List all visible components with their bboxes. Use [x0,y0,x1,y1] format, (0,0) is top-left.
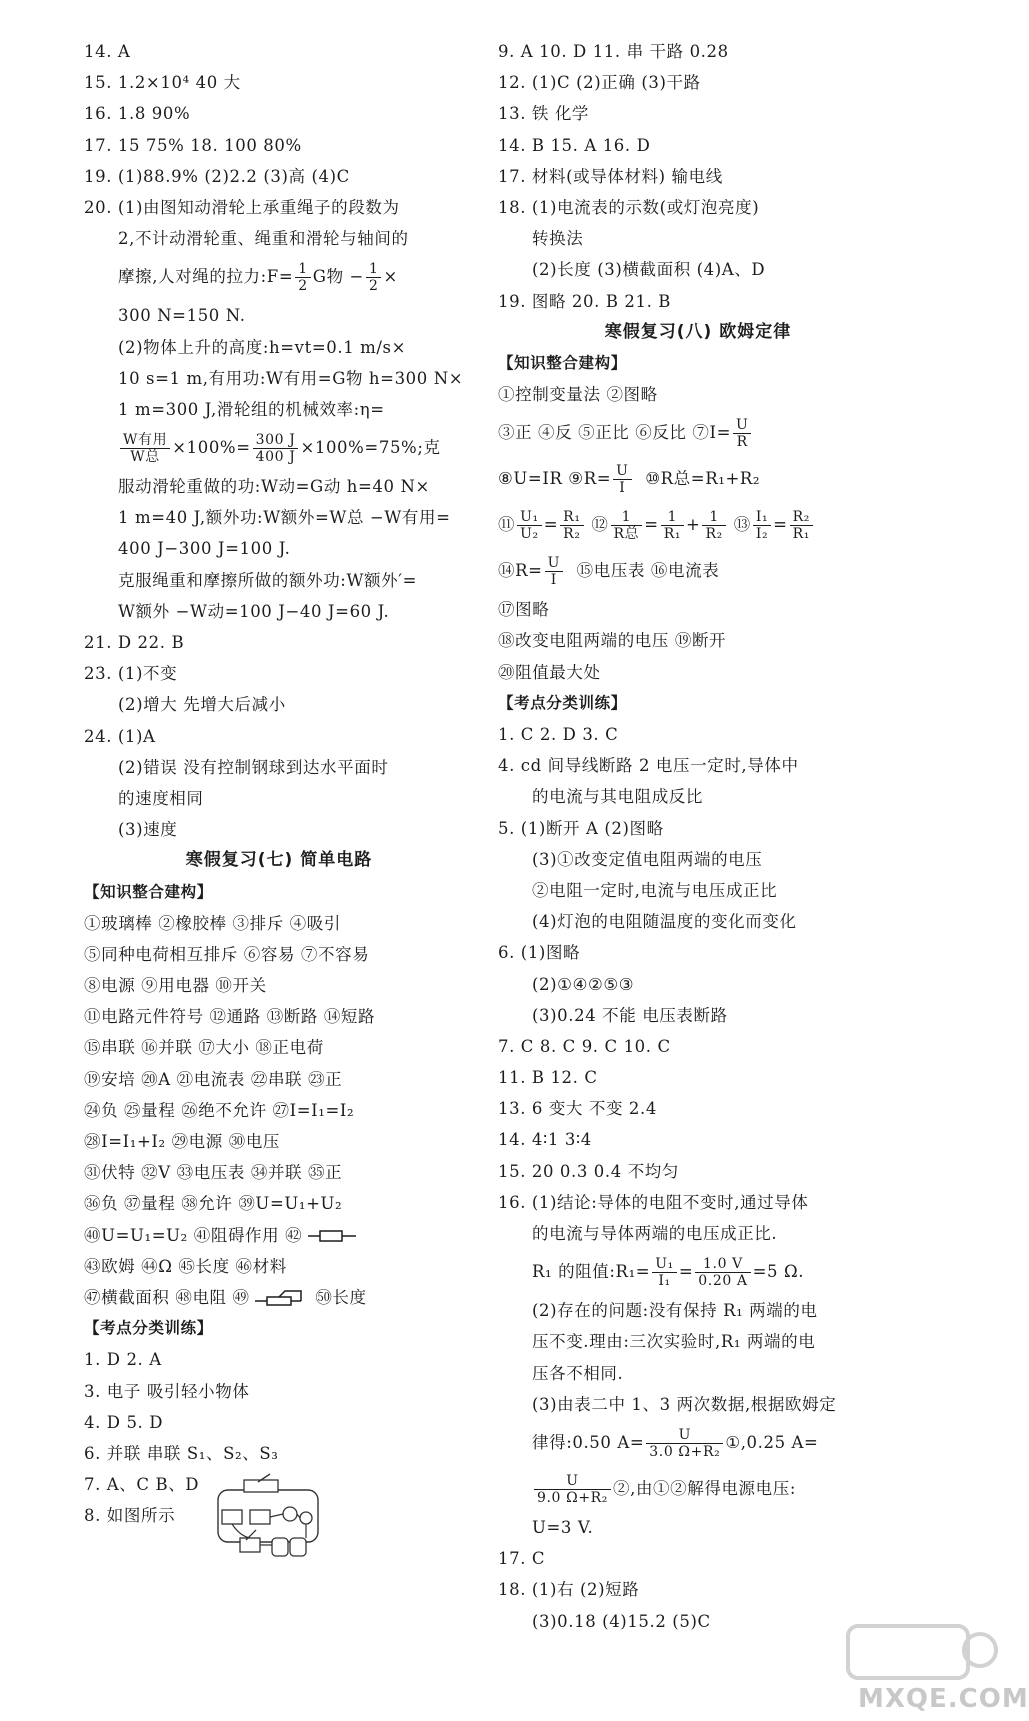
answer-line: 的电流与导体两端的电压成正比. [532,1224,778,1243]
fraction: $\frac{1}{2}$ [366,261,382,294]
answer-line: 压各不相同. [532,1363,624,1383]
answer-line: 2,不计动滑轮重、绳重和滑轮与轴间的 [118,229,409,249]
answer-line: W额外 −W动=100 J−40 J=60 J. [118,601,390,621]
answer-line: 6. 并联 串联 S₁、S₂、S₃ [84,1443,279,1463]
fraction: $\frac{1}{2}$ [295,261,311,294]
answer-line: 1. C 2. D 3. C [498,725,619,744]
answer-line: 8. 如图所示 [84,1506,176,1526]
answer-line: 17. 材料(或导体材料) 输电线 [498,166,723,186]
knowledge-line: ㊵U=U₁=U₂ ㊶阻碍作用 ㊷ [84,1220,474,1251]
right-column [498,36,898,1637]
answer-line: (2)存在的问题:没有保持 R₁ 两端的电 [532,1301,818,1321]
answer-line: U=3 V. [532,1517,594,1537]
answer-line: 23. (1)不变 [84,664,178,684]
answer-line: 14. A [84,42,131,61]
fraction: $\frac{\text{R₁}}{\text{R₂}}$ [560,509,583,542]
answer-line: 11. B 12. C [498,1068,598,1088]
fraction: $\frac{\text{I₁}}{\text{I₂}}$ [753,509,771,542]
answer-line: (2)物体上升的高度:h=vt=0.1 m/s× [118,337,407,357]
formula-line: 律得:0.50 A= $\frac{U}{\text{3.0 Ω+R₂}}$ ①,0.25 A= [532,1426,819,1460]
answer-line: 21. D 22. B [84,633,185,652]
knowledge-line: ①玻璃棒 ②橡胶棒 ③排斥 ④吸引 [84,913,341,933]
formula-line: ③正 ④反 ⑤正比 ⑥反比 ⑦I= $\frac{U}{R}$ [498,410,898,456]
knowledge-line: ㉘I=I₁+I₂ ㉙电源 ㉚电压 [84,1132,281,1151]
answer-line: (3)由表二中 1、3 两次数据,根据欧姆定 [532,1394,837,1414]
answer-line: (2)①④②⑤③ [532,974,635,994]
answer-line: (2)增大 先增大后减小 [118,695,286,715]
answer-line: 的电流与其电阻成反比 [532,787,703,807]
fraction: $\frac{U}{R}$ [733,417,751,450]
subsection-heading: 【知识整合建构】 [84,882,213,901]
answer-line: (2)错误 没有控制钢球到达水平面时 [118,757,389,777]
fraction: $\frac{\text{W有用}}{\text{W总}}$ [120,432,170,465]
fraction: $\frac{300 J}{400 J}$ [253,432,299,465]
answer-line: 17. C [498,1549,546,1569]
answer-line: 压不变.理由:三次实验时,R₁ 两端的电 [532,1332,816,1352]
fraction: $\frac{1}{\text{R₁}}$ [661,509,684,542]
circuit-diagram-figure [210,1474,330,1564]
answer-line: (3)0.24 不能 电压表断路 [532,1005,728,1025]
knowledge-line: ㊱负 ㊲量程 ㊳允许 ㊴U=U₁+U₂ [84,1194,343,1214]
answer-line: 7. C 8. C 9. C 10. C [498,1036,671,1056]
watermark-text: MXQE.COM [858,1684,1029,1714]
answer-line: (3)0.18 (4)15.2 (5)C [532,1611,711,1631]
fraction: $\frac{\text{U₁}}{\text{U₂}}$ [517,509,542,542]
rheostat-symbol-icon [255,1289,309,1307]
knowledge-line: ㊸欧姆 ㊹Ω ㊺长度 ㊻材料 [84,1256,287,1276]
answer-line: (2)长度 (3)横截面积 (4)A、D [532,260,766,280]
formula-line: R₁ 的阻值:R₁= $\frac{\text{U₁}}{\text{I₁}}$ = $\frac{1.0 V}{0.20 A}$ =5 Ω. [532,1256,805,1290]
fraction: $\frac{1}{\text{R总}}$ [611,509,643,542]
formula-line: ⑧U=IR ⑨R= $\frac{U}{I}$ ⑩R总=R₁+R₂ [498,463,761,497]
knowledge-line: ㊼横截面积 ㊽电阻 ㊾ ㊿长度 [84,1287,367,1307]
answer-line: 5. (1)断开 A (2)图略 [498,818,664,838]
fraction: $\frac{1.0 V}{0.20 A}$ [695,1256,750,1289]
answer-line: 6. (1)图略 [498,943,581,963]
fraction: $\frac{1}{\text{R₂}}$ [702,509,725,542]
knowledge-line: ⑱改变电阻两端的电压 ⑲断开 [498,631,727,651]
answer-line: 16. 1.8 90% [84,104,191,124]
answer-line: 9. A 10. D 11. 串 干路 0.28 [498,42,729,61]
answer-line: 16. (1)结论:导体的电阻不变时,通过导体 [498,1192,809,1212]
answer-line: 19. (1)88.9% (2)2.2 (3)高 (4)C [84,166,350,186]
fraction: $\frac{\text{R₂}}{\text{R₁}}$ [790,509,813,542]
answer-line: 转换法 [532,229,584,249]
answer-line: 19. 图略 20. B 21. B [498,291,671,311]
left-column [84,36,474,1531]
fraction: $\frac{U}{I}$ [613,463,631,496]
knowledge-line: ⑤同种电荷相互排斥 ⑥容易 ⑦不容易 [84,944,370,964]
subsection-heading: 【考点分类训练】 [84,1319,213,1338]
answer-line: 服动滑轮重做的功:W动=G动 h=40 N× [118,477,430,497]
answer-line: 300 N=150 N. [118,306,246,326]
answer-line: ②电阻一定时,电流与电压成正比 [532,880,778,900]
answer-line: (3)速度 [118,820,178,840]
fraction: $\frac{\text{U₁}}{\text{I₁}}$ [652,1256,677,1289]
answer-line: (4)灯泡的电阻随温度的变化而变化 [532,912,797,932]
answer-line: 1. D 2. A [84,1350,162,1370]
fraction: $\frac{U}{I}$ [545,555,563,588]
knowledge-line: ㉛伏特 ㉜V ㉝电压表 ㉞并联 ㉟正 [84,1163,343,1183]
fraction: $\frac{U}{\text{9.0 Ω+R₂}}$ [534,1473,611,1506]
answer-line: 15. 20 0.3 0.4 不均匀 [498,1161,679,1181]
formula-line: $\frac{\text{W有用}}{\text{W总}}$ ×100%= $\frac{300 J}{400 J}$ ×100%=75%;克 [84,425,474,471]
answer-line: 24. (1)A [84,726,156,746]
answer-line: 1 m=300 J,滑轮组的机械效率:η= [118,399,385,419]
formula-line: 摩擦,人对绳的拉力:F= $\frac{1}{2}$ G物 − $\frac{1}{2}$ × [118,261,398,295]
answer-line: 18. (1)右 (2)短路 [498,1580,640,1600]
answer-line: 10 s=1 m,有用功:W有用=G物 h=300 N× [118,368,464,388]
knowledge-line: ⑧电源 ⑨用电器 ⑩开关 [84,976,267,996]
answer-line: 13. 6 变大 不变 2.4 [498,1099,657,1119]
answer-line: 4. cd 间导线断路 2 电压一定时,导体中 [498,756,799,776]
knowledge-line: ⑳阻值最大处 [498,662,601,682]
formula-line: ⑭R= $\frac{U}{I}$ ⑮电压表 ⑯电流表 [498,555,720,589]
answer-line: 14. B 15. A 16. D [498,135,651,155]
answer-line: 15. 1.2×10⁴ 40 大 [84,73,241,93]
answer-line: 17. 15 75% 18. 100 80% [84,135,302,155]
answer-line: 克服绳重和摩擦所做的额外功:W额外′= [118,570,417,590]
knowledge-line: ⑮串联 ⑯并联 ⑰大小 ⑱正电荷 [84,1038,324,1058]
answer-line: 3. 电子 吸引轻小物体 [84,1381,250,1401]
fraction: $\frac{U}{\text{3.0 Ω+R₂}}$ [646,1427,723,1460]
answer-line: 18. (1)电流表的示数(或灯泡亮度) [498,197,760,217]
knowledge-line: ㉔负 ㉕量程 ㉖绝不允许 ㉗I=I₁=I₂ [84,1100,355,1120]
knowledge-line: ⑰图略 [498,600,550,620]
section-heading: 寒假复习(八) 欧姆定律 [604,321,792,342]
subsection-heading: 【考点分类训练】 [498,693,627,712]
answer-line: 4. D 5. D [84,1412,164,1432]
section-heading: 寒假复习(七) 简单电路 [185,850,373,871]
answer-line: 400 J−300 J=100 J. [118,539,291,559]
knowledge-line: ①控制变量法 ②图略 [498,385,658,405]
subsection-heading: 【知识整合建构】 [498,353,627,372]
answer-line: 12. (1)C (2)正确 (3)干路 [498,73,701,93]
answer-line: 13. 铁 化学 [498,104,590,124]
answer-line: 14. 4∶1 3∶4 [498,1130,592,1150]
answer-line: (3)①改变定值电阻两端的电压 [532,849,763,869]
formula-line: $\frac{U}{\text{9.0 Ω+R₂}}$ ②,由①②解得电源电压: [498,1466,898,1512]
answer-line: 20. (1)由图知动滑轮上承重绳子的段数为 [84,197,400,217]
knowledge-line: ⑲安培 ⑳A ㉑电流表 ㉒串联 ㉓正 [84,1069,343,1089]
resistor-symbol-icon [308,1229,356,1243]
answer-line: 的速度相同 [118,788,204,808]
answer-line: 7. A、C B、D [84,1475,200,1495]
answer-line: 1 m=40 J,额外功:W额外=W总 −W有用= [118,508,451,528]
knowledge-line: ⑪电路元件符号 ⑫通路 ⑬断路 ⑭短路 [84,1007,376,1027]
formula-line: ⑪ $\frac{\text{U₁}}{\text{U₂}}$ = $\frac{\text{R₁}}{\text{R₂}}$ ⑫ $\frac{1}{\text{R总}}$ = $\frac{1}{\text{R₁}}$ + $\frac{1}{\text{R₂}}$ ⑬ $\frac{\text{I₁}}{\text{I₂}}$ = $\frac{\text{R₂}}{\text{R₁}}$ [498,502,898,548]
